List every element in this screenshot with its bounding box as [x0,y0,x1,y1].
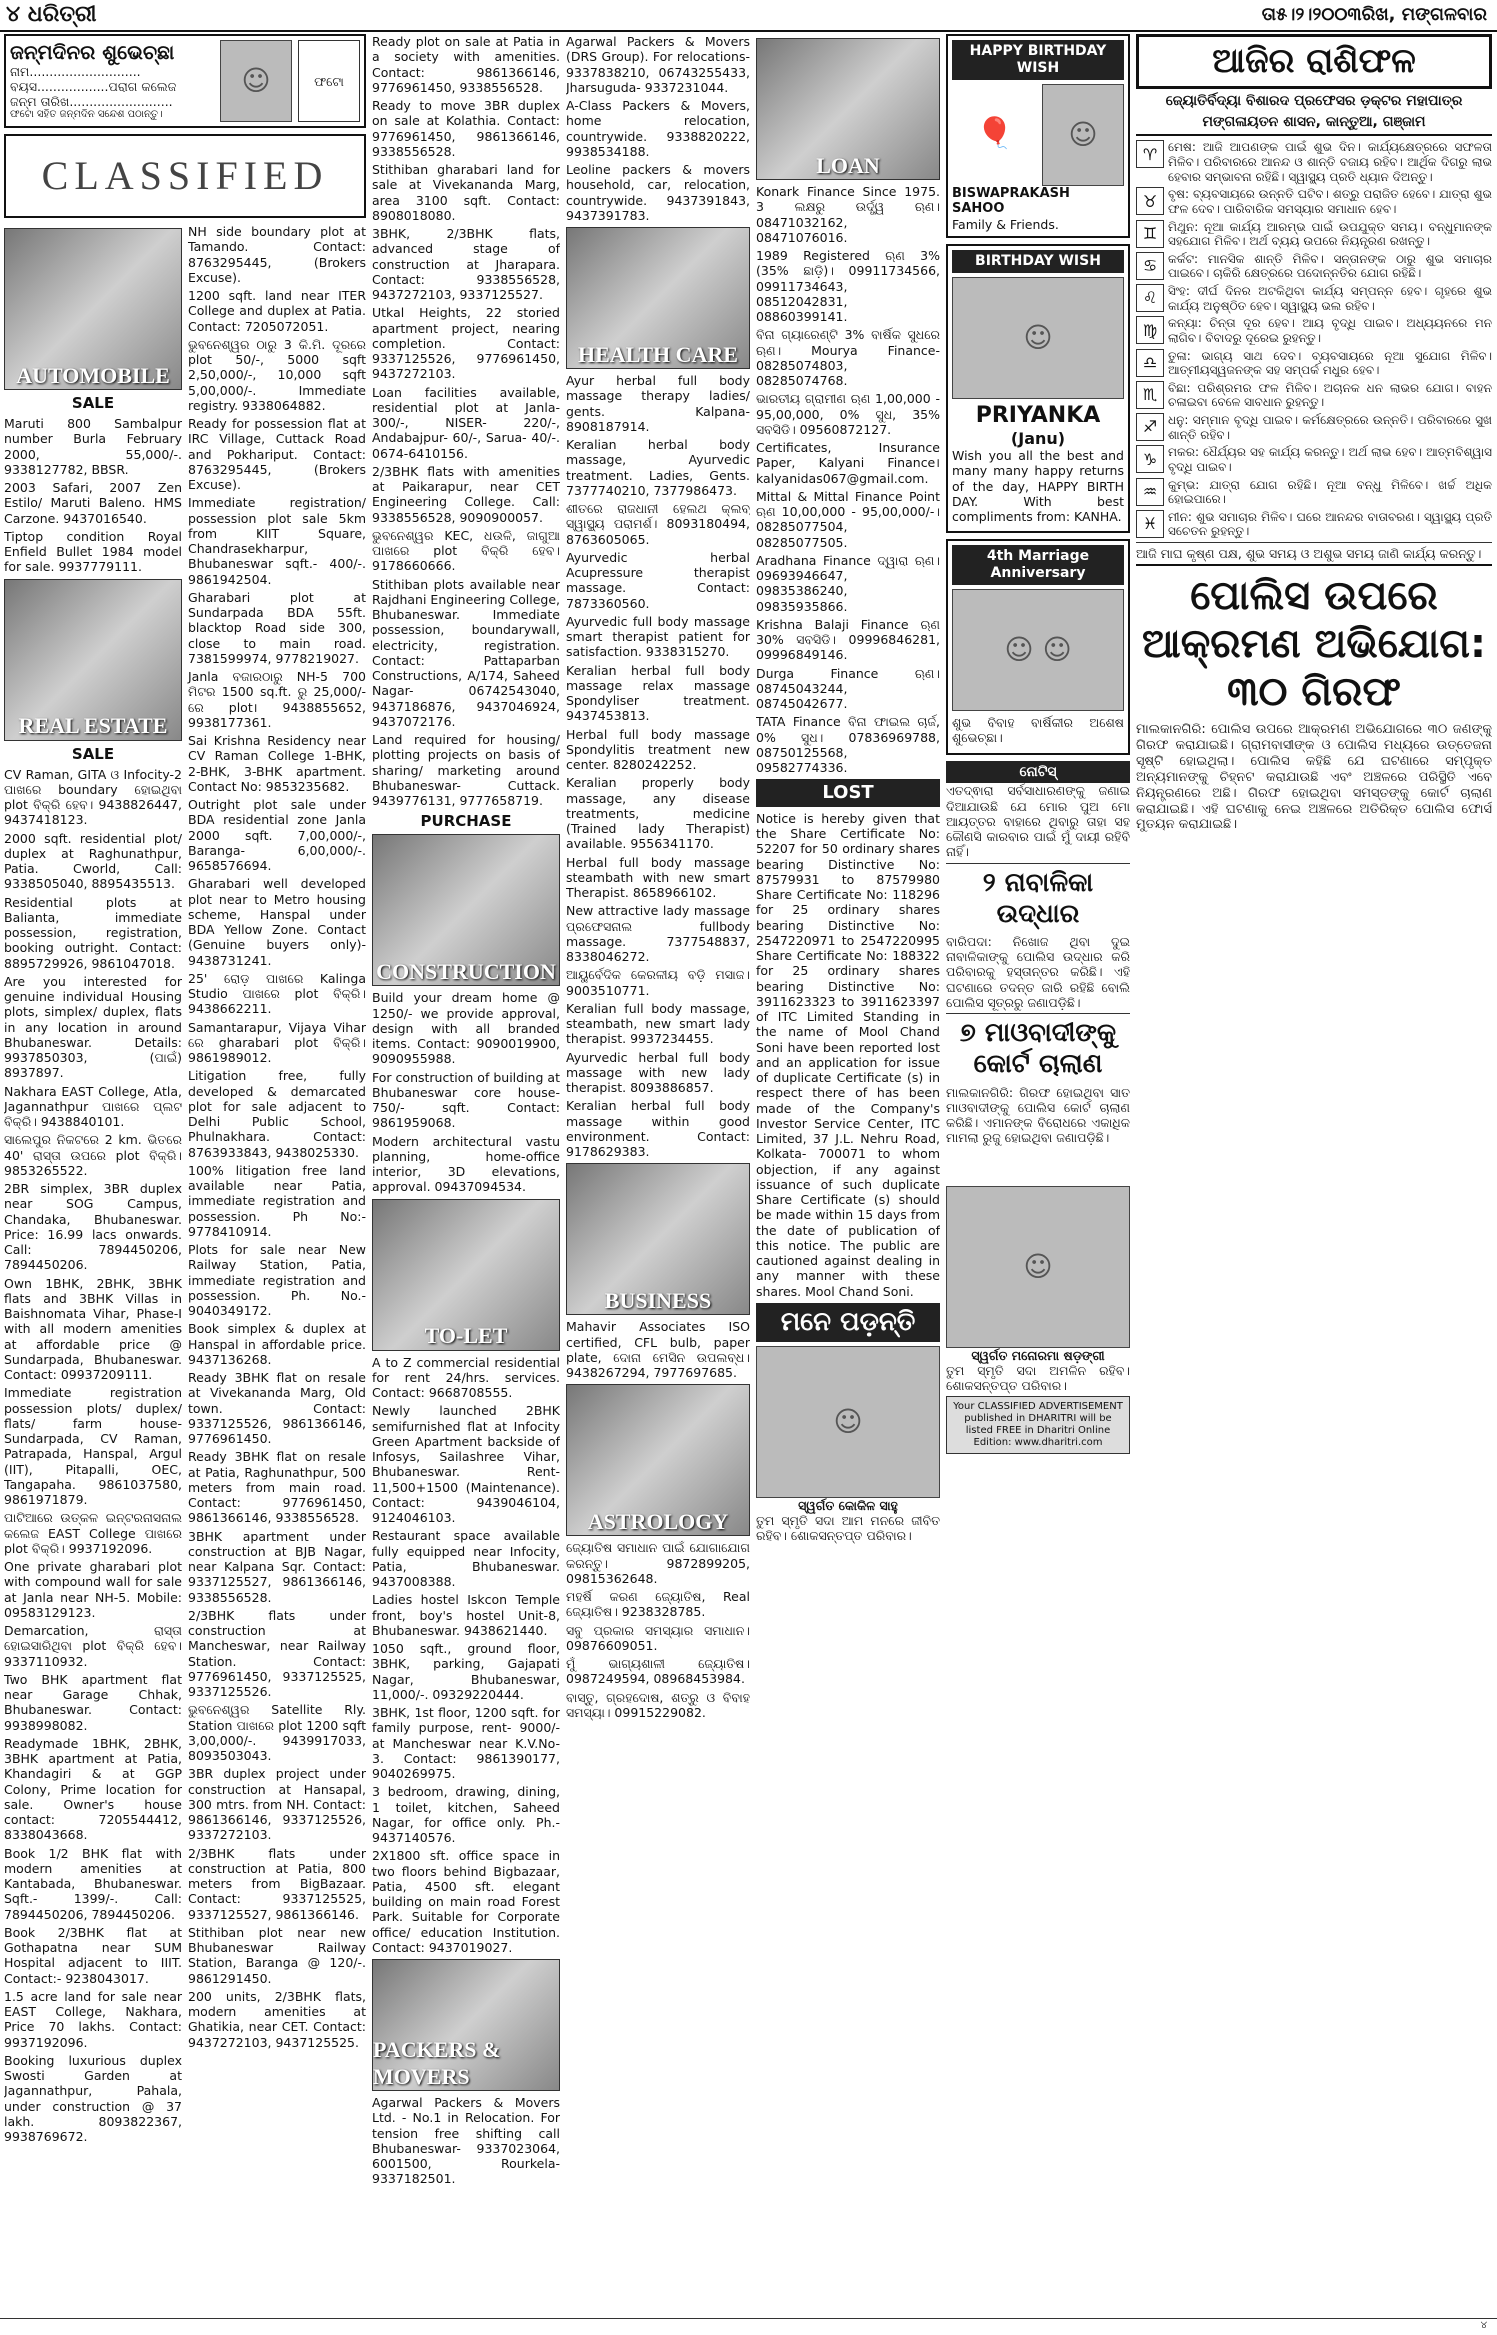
news-story-2: ମାଲକାନଗିରି: ଗିରଫ ହୋଇଥିବା ସାତ ମାଓବାଦୀଙ୍କୁ ପୋଲିସ କୋର୍ଟ ଚାଲାଣ କରିଛି। ଏମାନଙ୍କ ବିରୋଧରେ ଏକାଧିକ ମାମଲା ରୁଜୁ ହୋଇଥିବା ଜଣାପଡ଼ିଛି। [946,1084,1130,1146]
loan-ads-list [756,184,940,775]
horoscope-entry [1136,381,1492,410]
classified-ad: Agarwal Packers & Movers (DRS Group). For relocations- 9337838210, 06743255433, Jharsuguda- 9337231044. [566,34,750,95]
page-date: ତା୫।୨।୨୦୦୩ରିଖ, ମଙ୍ଗଳବାର [1261,4,1487,25]
classified-ad: ବିନା ଗ୍ୟାରେଣ୍ଟି 3% ବାର୍ଷିକ ସୁଧରେ ଋଣ। Mourya Finance- 08285074803, 08285074768. [756,327,940,388]
business-ads-list [566,1319,750,1380]
classified-ad: Ready to move 3BR duplex on sale at Kolathia. Contact: 9776961450, 9861366146, 9338556528. [372,98,560,159]
classified-ad: CV Raman, GITA ଓ Infocity-2 ପାଖରେ boundary ହୋଇଥିବା plot ବିକ୍ରି ହେବ। 9438826447, 9437418123. [4,766,182,828]
classified-ad: Utkal Heights, 22 storied apartment project, nearing completion. Contact: 9337125526, 9776961450, 9437272103. [372,305,560,382]
birthday-form-title: ଜନ୍ମଦିନର ଶୁଭେଚ୍ଛା [10,40,175,64]
classified-ad: Immediate registration/ possession plot sale 5km from KIIT Square, Chandrasekharpur, Bhubaneswar sqft.- 400/-. 9861942504. [188,495,366,587]
birthday-photo-2: ☺ [952,277,1124,399]
classified-ad: ଜ୍ୟୋତିଷ ସମାଧାନ ପାଇଁ ଯୋଗାଯୋଗ କରନ୍ତୁ। 9872899205, 09815362648. [566,1540,750,1586]
property-ads-list-2 [372,34,560,808]
obituary-name-2: ସ୍ୱର୍ଗତ ମନୋରମା ଷଡ଼ଙ୍ଗୀ [971,1347,1105,1363]
zodiac-icon: ♓ [1136,510,1164,538]
classified-ad: Keralian properly body massage, any disease treatments, medicine (Trained lady Therapist) available. 9556341170. [566,775,750,852]
horoscope-entry [1136,510,1492,539]
divider [946,1013,1130,1014]
panji-text: ଆଜି ମାଘ କୃଷ୍ଣ ପକ୍ଷ, ଶୁଭ ସମୟ ଓ ଅଶୁଭ ସମୟ ଜାଣି କାର୍ଯ୍ୟ କରନ୍ତୁ। [1136,546,1482,562]
zodiac-icon: ♉ [1136,187,1164,215]
obituary-heading: ମନେ ପଡ଼ନ୍ତି [756,1303,940,1342]
divider [1136,542,1492,543]
anniversary-photo: ☺ ☺ [952,589,1124,711]
classified-ad: Herbal full body massage steambath with new smart Therapist. 8658966102. [566,854,750,900]
classified-ad: 2BR simplex, 3BR duplex near SOG Campus, Chandaka, Bhubaneswar. Price: 16.99 lacs onwards. Call: 7894450206, 7894450206. [4,1181,182,1273]
classified-ad: 25' ରୋଡ଼ ପାଖରେ Kalinga Studio ପାଖରେ plot ବିକ୍ରି। 9438662211. [188,970,366,1017]
horoscope-text: କନ୍ୟା: ଚିନ୍ତା ଦୂର ହେବ। ଆୟ ବୃଦ୍ଧି ପାଇବ। ଅଧ୍ୟୟନରେ ମନ ଲାଗିବ। ବିବାଦରୁ ଦୂରେଇ ରୁହନ୍ତୁ। [1168,316,1492,345]
classified-ad: 1200 sqft. land near ITER College and duplex at Patia. Contact: 7205072051. [188,288,366,334]
column-5 [946,34,1130,2314]
astrology-image: ASTROLOGY [566,1384,750,1536]
ad-auto-2: Tiptop condition Royal Enfield Bullet 1984 model for sale. 9937779111. [4,528,182,575]
classified-ad: Durga Finance ଋଣ। 08745043244, 08745042677. [756,665,940,711]
classified-ad: Readymade 1BHK, 2BHK, 3BHK apartment at Patia, Khandagiri & at GGP Colony, Prime location for sale. Owner's house contact: 7205544412, 8338043668. [4,1735,182,1843]
obituary-name-1: ସ୍ୱର୍ଗତ କୋକିଳ ସାହୁ [798,1498,898,1514]
zodiac-icon: ♑ [1136,445,1164,473]
column-4 [756,34,940,2314]
real-estate-image: REAL ESTATE [4,579,182,741]
classified-ad: Herbal full body massage Spondylitis treatment new center. 8280242252. [566,726,750,772]
business-image: BUSINESS [566,1163,750,1315]
horoscope-entry [1136,252,1492,281]
classified-ad: Book simplex & duplex at Hanspal in affordable price. 9437136268. [188,1321,366,1367]
notice-text: ଏତଦ୍ଵାରା ସର୍ବସାଧାରଣଙ୍କୁ ଜଣାଇ ଦିଆଯାଉଛି ଯେ ମୋର ପୁଅ ମୋ ଆୟତ୍ତର ବାହାରେ ଥିବାରୁ ତାହା ସହ କୌଣସି କାରବାର ପାଇଁ ମୁଁ ଦାୟୀ ରହିବି ନାହିଁ। [946,783,1130,860]
horoscope-entry [1136,220,1492,249]
classified-ad: Outright plot sale under BDA residential zone Janla 2000 sqft. 7,00,000/-, Baranga- 6,00,000/-. 9658576694. [188,797,366,873]
classified-ad: 3BHK apartment under construction at BJB Nagar, near Kalpana Sqr. Contact: 9337125527, 9861366146, 9338556528. [188,1528,366,1605]
classified-ad: Mittal & Mittal Finance Point ଋଣ 10,00,000 - 95,00,000/-। 08285077504, 08285077505. [756,488,940,550]
zodiac-icon: ♌ [1136,284,1164,312]
birthday-text-2: Wish you all the best and many many happy returns of the day, HAPPY BIRTH DAY. With best compliments from: KANHA. [952,448,1124,525]
column-2 [372,34,560,2314]
classified-ad: ଶୀତରେ ରାଜଧାନୀ ହେଲଥ କ୍ଲବ୍ ସ୍ୱାସ୍ଥ୍ୟ ପରାମର୍ଶ। 8093180494, 8763605065. [566,501,750,547]
classified-ad: ସାଲେପୁର ନିକଟରେ 2 km. ଭିତରେ 40' ରାସ୍ତା ଉପରେ plot ବିକ୍ରି। 9853265522. [4,1132,182,1178]
health-ads-list [566,373,750,1159]
horoscope-text: ମକର: ଧୈର୍ଯ୍ୟର ସହ କାର୍ଯ୍ୟ କରନ୍ତୁ। ଅର୍ଥ ଲାଭ ହେବ। ଆତ୍ମବିଶ୍ୱାସ ବୃଦ୍ଧି ପାଇବ। [1168,445,1492,474]
horoscope-text: ସିଂହ: ଦୀର୍ଘ ଦିନର ଅଟକିଥିବା କାର୍ଯ୍ୟ ସମ୍ପନ୍ନ ହେବ। ଗୃହରେ ଶୁଭ କାର୍ଯ୍ୟ ଅନୁଷ୍ଠିତ ହେବ। ସ୍ୱାସ୍ଥ୍ୟ ଭଲ ରହିବ। [1168,284,1492,313]
classified-ad: ପାଟିଆରେ ଉତ୍କଳ ଇନ୍ଟରନାସନାଲ କଲେଜ EAST College ପାଖରେ plot ବିକ୍ରି। 9937192096. [4,1510,182,1556]
birthday-photo-1: ☺ [1042,84,1124,186]
balloons-icon: 🎈 [976,115,1014,151]
horoscope-entry [1136,478,1492,507]
birthday-form-field-1: ବୟସ..................ପରାଗ କଲେଜ [10,79,177,94]
classified-ad: Janla ବଜାରଠାରୁ NH-5 700 ମିଟର 1500 sq.ft. ରୁ 25,000/- ରେ plot। 9438855652, 9938177361. [188,669,366,730]
movers-ads-list [566,34,750,223]
horoscope-title: ଆଜିର ରାଶିଫଳ [1136,34,1492,89]
classified-ad: ମୁଁ ଭାଗ୍ୟଶାଳୀ ଜ୍ୟୋତିଷ। 0987249594, 08968453984. [566,1656,750,1687]
classified-ad: ଭୁବନେଶ୍ୱର KEC, ଧଉଳି, ଜାଗୁଆ ପାଖରେ plot ବିକ୍ରି ହେବ। 9178660666. [372,527,560,574]
classified-ad: One private gharabari plot with compound wall for sale at Janla near NH-5. Mobile: 09583129123. [4,1559,182,1620]
classified-ad: Stithiban gharabari land for sale at Vivekananda Marg, area 3100 sqft. Contact: 8908018080. [372,162,560,223]
news-headline-2: ୭ ମାଓବାଦୀଙ୍କୁ କୋର୍ଟ ଚାଲାଣ [959,1018,1117,1080]
classified-ad: Ayur herbal full body massage therapy ladies/ gents. Kalpana- 8908187914. [566,373,750,434]
classified-ad: Ayurvedic full body massage smart therapist patient for satisfaction. 9338315270. [566,613,750,660]
birthday-form-field-0: ନାମ............................ [10,64,141,79]
sale-heading-2: SALE [71,744,115,763]
horoscope-text: ମୀନ: ଶୁଭ ସମାଚାର ମିଳିବ। ଘରେ ଆନନ୍ଦର ବାତାବରଣ। ସ୍ୱାସ୍ଥ୍ୟ ପ୍ରତି ସଚେତନ ରୁହନ୍ତୁ। [1168,509,1492,539]
footer-page-number: ୪ [1480,2320,1487,2331]
classified-ad: 1050 sqft., ground floor, 3BHK, parking, Gajapati Nagar, Bhubaneswar, 11,000/-. 09329220444. [372,1641,560,1702]
classified-ad: Mahavir Associates ISO certified, CFL bulb, paper plate, ଦୋନା ମେସିନ ଉପଲବ୍ଧ। 9438267294, 7977697685. [566,1319,750,1380]
anniversary-text: ଶୁଭ ବିବାହ ବାର୍ଷିକୀର ଅଶେଷ ଶୁଭେଚ୍ଛା। [952,715,1124,746]
classified-ad: Modern architectural vastu planning, home-office interior, 3D elevations, approval. 09437094534. [372,1133,560,1195]
horoscope-text: ବୃଷ: ବ୍ୟବସାୟରେ ଉନ୍ନତି ଘଟିବ। ଶତ୍ରୁ ପରାଜିତ ହେବେ। ଯାତ୍ରା ଶୁଭ ଫଳ ଦେବ। ପାରିବାରିକ ସମସ୍ୟାର ସମାଧାନ ହେବ। [1168,187,1492,216]
page-footer [0,2318,1497,2335]
classified-ad: Aradhana Finance ଦ୍ୱାରା ଋଣ। 09693946647, 09835386240, 09835935866. [756,552,940,614]
classified-ad: Samantarapur, Vijaya Vihar ରେ gharabari plot ବିକ୍ରି। 9861989012. [188,1019,366,1065]
classified-ad: Newly launched 2BHK semifurnished flat at Infocity Green Apartment backside of Infosys, Sailashree Vihar, Bhubaneswar. Rent- 11,500+1500 (Maintenance). Contact: 9439046104, 9124046103. [372,1403,560,1525]
classified-ad: Loan facilities available, residential plot at Janla- 300/-, NISER- 220/-, Andabajpur- 60/-, Sarua- 40/-. 0674-6410156. [372,384,560,461]
birthday-from-1: Family & Friends. [952,216,1059,232]
classified-ad: 3 bedroom, drawing, dining, 1 toilet, kitchen, Saheed Nagar, for office only. Ph.- 9437140576. [372,1784,560,1845]
classified-ad: Plots for sale near New Railway Station, Patia, immediate registration and possession. Ph. No.- 9040349172. [188,1242,366,1318]
child-photo: ☺ [220,40,292,122]
birthday-wish-box-2 [946,244,1130,534]
birthday-wish-box-1 [946,34,1130,238]
packers-movers-image: PACKERS & MOVERS [372,1959,560,2091]
classified-ad: Litigation free, fully developed & demarcated plot for sale adjacent to Delhi Public School, Phulnakhara. Contact: 8763933843, 9438025330. [188,1068,366,1160]
classified-ad: 3BHK, 1st floor, 1200 sqft. for family purpose, rent- 9000/- at Mancheswar near K.V.No-3. Contact: 9861390177, 9040269975. [372,1705,560,1781]
horoscope-text: କର୍କଟ: ମାନସିକ ଶାନ୍ତି ମିଳିବ। ସନ୍ତାନଙ୍କ ଠାରୁ ଶୁଭ ସମାଚାର ପାଇବେ। ଚାକିରି କ୍ଷେତ୍ରରେ ପଦୋନ୍ନତିର ଯୋଗ ରହିଛି। [1168,251,1492,281]
classified-ad: Ready for possession flat at IRC Village, Cuttack Road and Pokhariput. Contact: 8763295445, (Brokers Excuse). [188,416,366,492]
main-story: ମାଲକାନଗିରି: ପୋଲିସ ଉପରେ ଆକ୍ରମଣ ଅଭିଯୋଗରେ ୩୦ ଜଣଙ୍କୁ ଗିରଫ କରାଯାଇଛି। ଗ୍ରାମବାସୀଙ୍କ ଓ ପୋଲିସ ମଧ୍ୟରେ ଉତ୍ତେଜନା ସୃଷ୍ଟି ହୋଇଥିଲା। ପୋଲିସ କହିଛି ଯେ ଘଟଣାରେ ସମ୍ପୃକ୍ତ ଅନ୍ୟମାନଙ୍କୁ ଚିହ୍ନଟ କରାଯାଉଛି ଏବଂ ଅଞ୍ଚଳରେ ପରିସ୍ଥିତି ଏବେ ନିୟନ୍ତ୍ରଣରେ ଅଛି। ଗିରଫ ହୋଇଥିବା ସମସ୍ତଙ୍କୁ କୋର୍ଟ ଚାଲାଣ କରାଯାଇଛି। ଏହି ଘଟଣାକୁ ନେଇ ଅଞ୍ଚଳରେ ଅତିରିକ୍ତ ପୋଲିସ ଫୋର୍ସ ମୁତୟନ କରାଯାଇଛି। [1136,722,1492,833]
classified-ad: 2/3BHK flats with amenities at Paikarapur, near CET Engineering College. Call: 9338556528, 9090900057. [372,463,560,525]
classified-ad: Ready 3BHK flat on resale at Vivekananda Marg, Old town. Contact: 9337125526, 9861366146, 9776961450. [188,1370,366,1446]
zodiac-icon: ♋ [1136,252,1164,280]
classified-ad: TATA Finance ବିନା ଫାଇଲ ଚାର୍ଜ, 0% ସୁଧ। 07836969788, 08750125568, 09582774336. [756,714,940,775]
zodiac-icon: ♏ [1136,381,1164,409]
zodiac-icon: ♍ [1136,316,1164,344]
classified-ad: Stithiban plots available near Rajdhani Engineering College, Bhubaneswar. Immediate possession, boundarywall, electricity, registration. Contact: Pattaparban Constructions, A/174, Saheed Nagar- 06742543040, 9437186876, 9437046924, 9437072176. [372,576,560,729]
sale-heading-1: SALE [71,394,115,412]
classified-ad: Stithiban plot near new Bhubaneswar Railway Station, Baranga @ 120/-. 9861291450. [188,1924,366,1986]
obituary-photo-2: ☺ [946,1186,1130,1348]
classified-ad: Ready 3BHK flat on resale at Patia, Raghunathpur, 500 meters from main road. Contact: 9776961450, 9861366146, 9338556528. [188,1449,366,1526]
horoscope-entry [1136,316,1492,345]
horoscope-text: ମିଥୁନ: ନୂଆ କାର୍ଯ୍ୟ ଆରମ୍ଭ ପାଇଁ ଉପଯୁକ୍ତ ସମୟ। ବନ୍ଧୁମାନଙ୍କ ସହଯୋଗ ମିଳିବ। ଅର୍ଥ ବ୍ୟୟ ଉପରେ ନିୟନ୍ତ୍ରଣ ରଖନ୍ତୁ। [1168,219,1492,249]
ad-auto-1: 2003 Safari, 2007 Zen Estilo/ Maruti Baleno. HMS Carzone. 9437016540. [4,480,182,526]
classified-ad: 2/3BHK flats under construction at Mancheswar, near Railway Station. Contact: 9776961450, 9337125525, 9337125526. [188,1607,366,1699]
horoscope-list [1136,140,1492,539]
column-6 [1136,34,1492,2314]
automobile-image: AUTOMOBILE [4,228,182,390]
classified-ad: Nakhara EAST College, Atla, Jagannathpur ପାଖରେ ପ୍ଲଟ ବିକ୍ରି। 9438840101. [4,1083,182,1129]
horoscope-text: ମେଷ: ଆଜି ଆପଣଙ୍କ ପାଇଁ ଶୁଭ ଦିନ। କାର୍ଯ୍ୟକ୍ଷେତ୍ରରେ ସଫଳତା ମିଳିବ। ପରିବାରରେ ଆନନ୍ଦ ଓ ଶାନ୍ତି ବଜାୟ ରହିବ। ଆର୍ଥିକ ଦିଗରୁ ଲାଭ ହେବାର ସମ୍ଭାବନା ରହିଛି। ସ୍ୱାସ୍ଥ୍ୟ ପ୍ରତି ଧ୍ୟାନ ଦିଅନ୍ତୁ। [1168,140,1492,184]
classified-ad: Keralian full body massage, steambath, new smart lady therapist. 9937234455. [566,1000,750,1047]
classified-ad: 1989 Registered ଋଣ 3% (35% ଛାଡ଼ି)। 09911734566, 09911734643, 08512042831, 08860399141. [756,248,940,324]
classified-ad: Book 1/2 BHK flat with modern amenities at Kantabada, Bhubaneswar. Sqft.- 1399/-. Call: 7894450206, 7894450206. [4,1845,182,1922]
classified-ad: ଆୟୁର୍ବେଦିକ କେରଳୀୟ ବଡ଼ି ମସାଜ। 9003510771. [566,967,750,998]
lost-notice: Notice is hereby given that the Share Certificate No: 52207 for 50 ordinary shares bearing Distinctive No: 87579931 to 87579980 Share Certificate No: 118296 for 25 ordinary shares bearing Distinctive No: 2547220971 to 2547220995 Share Certificate No: 188322 for 25 ordinary shares bearing Distinctive No: 3911623323 to 3911623397 of ITC Limited Standing in the name of Mool Chand Soni have been reported lost and an application for issue of duplicate Certificate (s) in respect there of has been made of the Company's Investor Service Center, ITC Limited, 37 J.L. Nehru Road, Kolkata- 700071 to whom objection, if any against issuance of such duplicate Share Certificate (s) should be made within 15 days from the date of publication of this notice. The public are cautioned against dealing in any manner with these shares. Mool Chand Soni. [756,810,940,1299]
classified-ad: 3BR duplex project under construction at Hansapal, 300 mtrs. from NH. Contact: 9861366146, 9337125526, 9337272103. [188,1766,366,1843]
classified-ad: 3BHK, 2/3BHK flats, advanced stage of construction at Jharapara. Contact: 9338556528, 9437272103, 9337125527. [372,226,560,302]
classified-banner: CLASSIFIED [4,134,366,218]
classified-ad: A-Class Packers & Movers, home relocation, countrywide. 9338820222, 9938534188. [566,98,750,159]
classified-ad: 2/3BHK flats under construction at Patia, 800 meters from BigBazaar. Contact: 9337125525, 9337125527, 9861366146. [188,1845,366,1922]
classified-ad: ଭୁବନେଶ୍ୱର Satellite Rly. Station ପାଖରେ plot 1200 sqft 3,00,000/-. 9439917033, 8093503043. [188,1702,366,1763]
horoscope-entry [1136,187,1492,216]
classified-ad: Demarcation, ରାସ୍ତା ହୋଇସାରିଥିବା plot ବିକ୍ରି ହେବ। 9337110932. [4,1623,182,1669]
divider [1136,564,1492,566]
birthday-wish-heading-2: BIRTHDAY WISH [952,250,1124,273]
classified-ad: Sai Krishna Residency near CV Raman College 1-BHK, 2-BHK, 3-BHK apartment. Contact No: 9853235682. [188,733,366,794]
astrology-ads-list [566,1540,750,1720]
packers-ads-list [372,2095,560,2187]
to-let-image: TO-LET [372,1199,560,1351]
classified-ad: Certificates, Insurance Paper, Kalyani Finance। kalyanidas067@gmail.com. [756,440,940,486]
classified-ad: Ladies hostel Iskcon Temple front, boy's hostel Unit-8, Bhubaneswar. 9438621440. [372,1592,560,1638]
divider [946,863,1130,864]
birthday-form-field-2: ଜନ୍ମ ତାରିଖ.......................... [10,94,173,109]
anniversary-heading: 4th Marriage Anniversary [952,545,1124,585]
real-estate-ads-list [4,767,182,2145]
zodiac-icon: ♈ [1136,140,1164,168]
notice-heading: ନୋଟିସ୍ [946,761,1130,784]
classified-ad: Book 2/3BHK flat at Gothapatna near SUM Hospital adjacent to IIIT. Contact:- 9238043017. [4,1924,182,1986]
classified-ad: ବାସ୍ତୁ, ଗ୍ରହଦୋଷ, ଶତ୍ରୁ ଓ ବିବାହ ସମସ୍ୟା। 09915229082. [566,1689,750,1720]
classified-ad: Build your dream home @ 1250/- we provide approval, design with all branded items. Contact: 9090019900, 9090955988. [372,990,560,1067]
birthday-nickname-2: (Janu) [1010,428,1066,448]
classified-ad: Own 1BHK, 2BHK, 3BHK flats and 3BHK Villas in Baishnomata Vihar, Phase-I with all modern amenities at affordable price @ Sundarpada, Bhubaneswar. Contact: 09937209111. [4,1275,182,1382]
classified-ad: Two BHK apartment flat near Garage Chhak, Bhubaneswar. Contact: 9938998082. [4,1671,182,1733]
classified-ad: Land required for housing/ plotting projects on basis of sharing/ marketing around Bhubaneswar- Cuttack. 9439776131, 9777658719. [372,732,560,808]
news-story-1: ବାରିପଦା: ନିଖୋଜ ଥିବା ଦୁଇ ନାବାଳିକାଙ୍କୁ ପୋଲିସ ଉଦ୍ଧାର କରି ପରିବାରକୁ ହସ୍ତାନ୍ତର କରିଛି। ଏହି ଘଟଣାରେ ତଦନ୍ତ ଜାରି ରହିଛି ବୋଲି ପୋଲିସ ସୂତ୍ରରୁ ଜଣାପଡ଼ିଛି। [946,933,1130,1010]
classified-ad: New attractive lady massage ପ୍ରଫେସନାଲ fullbody massage. 7377548837, 8338046272. [566,903,750,964]
horoscope-entry [1136,140,1492,184]
classified-ad: Keralian herbal full body massage relax massage Spondyliser treatment. 9437453813. [566,662,750,724]
zodiac-icon: ♊ [1136,220,1164,248]
horoscope-text: ବିଛା: ପରିଶ୍ରମର ଫଳ ମିଳିବ। ଅଚାନକ ଧନ ଲାଭର ଯୋଗ। ବାହନ ଚଳାଇବା ବେଳେ ସାବଧାନ ରୁହନ୍ତୁ। [1168,380,1492,410]
obituary-photo-1: ☺ [756,1346,940,1498]
column-3 [566,34,750,2314]
classified-ad: A to Z commercial residential for rent 24/hrs. services. Contact: 9668708555. [372,1354,560,1400]
classified-ad: Keralian herbal full body massage within good environment. Contact: 9178629383. [566,1098,750,1159]
classified-ad: NH side boundary plot at Tamando. Contact: 8763295445, (Brokers Excuse). [188,224,366,285]
classified-ad: ଭାରତୀୟ ଗ୍ରାମୀଣ ଋଣ 1,00,000 - 95,00,000, 0% ସୁଧ, 35% ସବସିଡି। 09560872127. [756,391,940,437]
classified-ad: Ready plot on sale at Patia in a society with amenities. Contact: 9861366146, 9776961450, 9338556528. [372,34,560,95]
classified-ad: Ayurvedic herbal full body massage with new lady therapist. 8093886857. [566,1049,750,1095]
horoscope-text: ତୁଳା: ଭାଗ୍ୟ ସାଥ ଦେବ। ବ୍ୟବସାୟରେ ନୂଆ ସୁଯୋଗ ମିଳିବ। ଆତ୍ମୀୟସ୍ୱଜନଙ୍କ ସହ ସମ୍ପର୍କ ମଧୁର ହେବ। [1168,348,1492,378]
property-ads-list [188,224,366,2147]
classified-ad: ମହର୍ଷି କରଣ ଜ୍ୟୋତିଷ, Real ଜ୍ୟୋତିଷ। 9238328785. [566,1589,750,1620]
classified-ad: Immediate registration possession plots/ duplex/ flats/ farm house- Sundarpada, CV Raman, Patrapada, Hanspal, Argul (IIT), Pitapalli, OEC, Tangapaha. 9861037580, 9861971879. [4,1385,182,1507]
horoscope-text: ଧନୁ: ସମ୍ମାନ ବୃଦ୍ଧି ପାଇବ। କର୍ମକ୍ଷେତ୍ରରେ ଉନ୍ନତି। ପରିବାରରେ ସୁଖ ଶାନ୍ତି ରହିବ। [1168,413,1492,442]
horoscope-entry [1136,445,1492,474]
classified-ad: Krishna Balaji Finance ଋଣ 30% ସବସିଡି। 09996846281, 09996849146. [756,616,940,663]
classified-ad: Are you interested for genuine individual Housing plots, simplex/ duplex, flats in any location in around Bhubaneswar. Details: 9937850303, (ପାଇଁ) 8937897. [4,973,182,1081]
column-1 [4,34,366,2314]
purchase-heading: PURCHASE [420,812,512,831]
birthday-wish-heading-1: HAPPY BIRTHDAY WISH [952,40,1124,80]
classified-ad: Residential plots at Balianta, immediate possession, registration, booking outright. Contact: 8895729926, 9861047018. [4,894,182,971]
classified-ad: Gharabari well developed plot near to Metro housing scheme, Hanspal under BDA Yellow Zone. Contact (Genuine buyers only)- 9438731241. [188,876,366,968]
classified-ad: Booking luxurious duplex Swosti Garden at Jagannathpur, Pahala, under construction @ 37 lakh. 8093822367, 9938769672. [4,2052,182,2144]
health-care-image: HEALTH CARE [566,227,750,369]
zodiac-icon: ♎ [1136,349,1164,377]
horoscope-author: ଜ୍ୟୋତିର୍ବିଦ୍ୟା ବିଶାରଦ ପ୍ରଫେସର ଡ଼କ୍ଟର ମହାପାତ୍ର [1165,92,1463,109]
loan-image: LOAN [756,38,940,180]
classified-ad: Agarwal Packers & Movers Ltd. - No.1 in Relocation. For tension free shifting call Bhubaneswar- 9337023064, 6001500, Rourkela- 9337182501. [372,2095,560,2187]
birthday-name-2: PRIYANKA [975,402,1101,428]
anniversary-box [946,539,1130,754]
to-let-ads-list [372,1355,560,1956]
classified-ad: Keralian herbal body massage, Ayurvedic treatment. Ladies, Gents. 7377740210, 7377986473. [566,437,750,498]
classified-ad: 2000 sqft. residential plot/ duplex at Raghunathpur, Patia. Cworld, Call: 9338505040, 8895435513. [4,830,182,892]
classified-ad: Ayurvedic herbal Acupressure therapist massage. Contact: 7873360560. [566,549,750,611]
classified-ad: 100% litigation free land available near Patia, immediate registration and possession. Ph No:- 9778410914. [188,1162,366,1239]
news-headline-1: ୨ ନାବାଳିକା ଉଦ୍ଧାର [982,867,1094,929]
classified-ad: Konark Finance Since 1975. 3 ଲକ୍ଷରୁ ଉର୍ଦ୍ଧ୍ୱ ଋଣ। 08471032162, 08471076016. [756,184,940,245]
birthday-name-1: BISWAPRAKASH SAHOO [952,185,1070,217]
birthday-form-box [4,34,366,128]
construction-ads-list [372,990,560,1194]
photo-placeholder: ଫଟୋ [298,40,360,122]
horoscope-address: ମଙ୍ଗଳାୟତନ ଶାସନ, କାନ୍ତୁଆ, ଗଞ୍ଜାମ [1136,114,1492,137]
ad-auto-0: Maruti 800 Sambalpur number Burla February 2000, 55,000/-. 9338127782, BBSR. [4,416,182,477]
classified-ad: Gharabari plot at Sundarpada BDA 55ft. blacktop Road side 300, close to main road. 7381599974, 9778219027. [188,589,366,666]
classified-ad: 200 units, 2/3BHK flats, modern amenities at Ghatikia, near CET. Contact: 9437272103, 9437125525. [188,1988,366,2050]
classified-ad: For construction of building at Bhubaneswar core house- 750/- sqft. Contact: 9861959068. [372,1069,560,1131]
classified-ad: Leoline packers & movers household, car, relocation, countrywide. 9437391843, 9437391783. [566,162,750,223]
classified-ad: Restaurant space available fully equipped near Infocity, Patia, Bhubaneswar. 9437008388. [372,1528,560,1589]
construction-image: CONSTRUCTION [372,834,560,986]
horoscope-entry [1136,349,1492,378]
classified-ad: 2X1800 sft. office space in two floors behind Bigbazaar, Patia, 4500 sft. elegant building on main road Forest Park. Suitable for Corporate office/ education Institution. Contact: 9437019027. [372,1848,560,1955]
obituary-text-1: ତୁମ ସ୍ମୃତି ସଦା ଆମ ମନରେ ଜୀବିତ ରହିବ। ଶୋକସନ୍ତପ୍ତ ପରିବାର। [756,1513,940,1544]
classified-ad: ଭୁବନେଶ୍ୱର ଠାରୁ 3 କି.ମି. ଦୂରରେ plot 50/-, 5000 sqft 2,50,000/-, 10,000 sqft 5,00,000/-. Immediate registry. 9338064882. [188,336,366,413]
zodiac-icon: ♒ [1136,478,1164,506]
classified-ad: 1.5 acre land for sale near EAST College, Nakhara, Price 70 lakhs. Contact: 9937192096. [4,1988,182,2050]
horoscope-entry [1136,284,1492,313]
classified-ad: ସବୁ ପ୍ରକାର ସମସ୍ୟାର ସମାଧାନ। 09876609051. [566,1622,750,1653]
obituary-text-2: ତୁମ ସ୍ମୃତି ସଦା ଅମଳିନ ରହିବ। ଶୋକସନ୍ତପ୍ତ ପରିବାର। [946,1362,1130,1393]
dharitri-online-note: Your CLASSIFIED ADVERTISEMENT published in DHARITRI will be listed FREE in Dharitri Online Edition: www.dharitri.com [946,1396,1130,1454]
horoscope-entry [1136,413,1492,442]
page-header [0,0,1497,32]
horoscope-text: କୁମ୍ଭ: ଯାତ୍ରା ଯୋଗ ରହିଛି। ନୂଆ ବନ୍ଧୁ ମିଳିବେ। ଖର୍ଚ୍ଚ ଅଧିକ ହୋଇପାରେ। [1168,477,1492,507]
page-number-title: ୪ ଧରିତ୍ରୀ [6,2,97,27]
main-headline: ପୋଲିସ ଉପରେ ଆକ୍ରମଣ ଅଭିଯୋଗ: ୩୦ ଗିରଫ [1142,573,1486,716]
zodiac-icon: ♐ [1136,413,1164,441]
birthday-form-note: ଫଟୋ ସହିତ ଜନ୍ମଦିନ ସନ୍ଦେଶ ପଠାନ୍ତୁ। [10,109,163,120]
lost-heading: LOST [756,779,940,807]
